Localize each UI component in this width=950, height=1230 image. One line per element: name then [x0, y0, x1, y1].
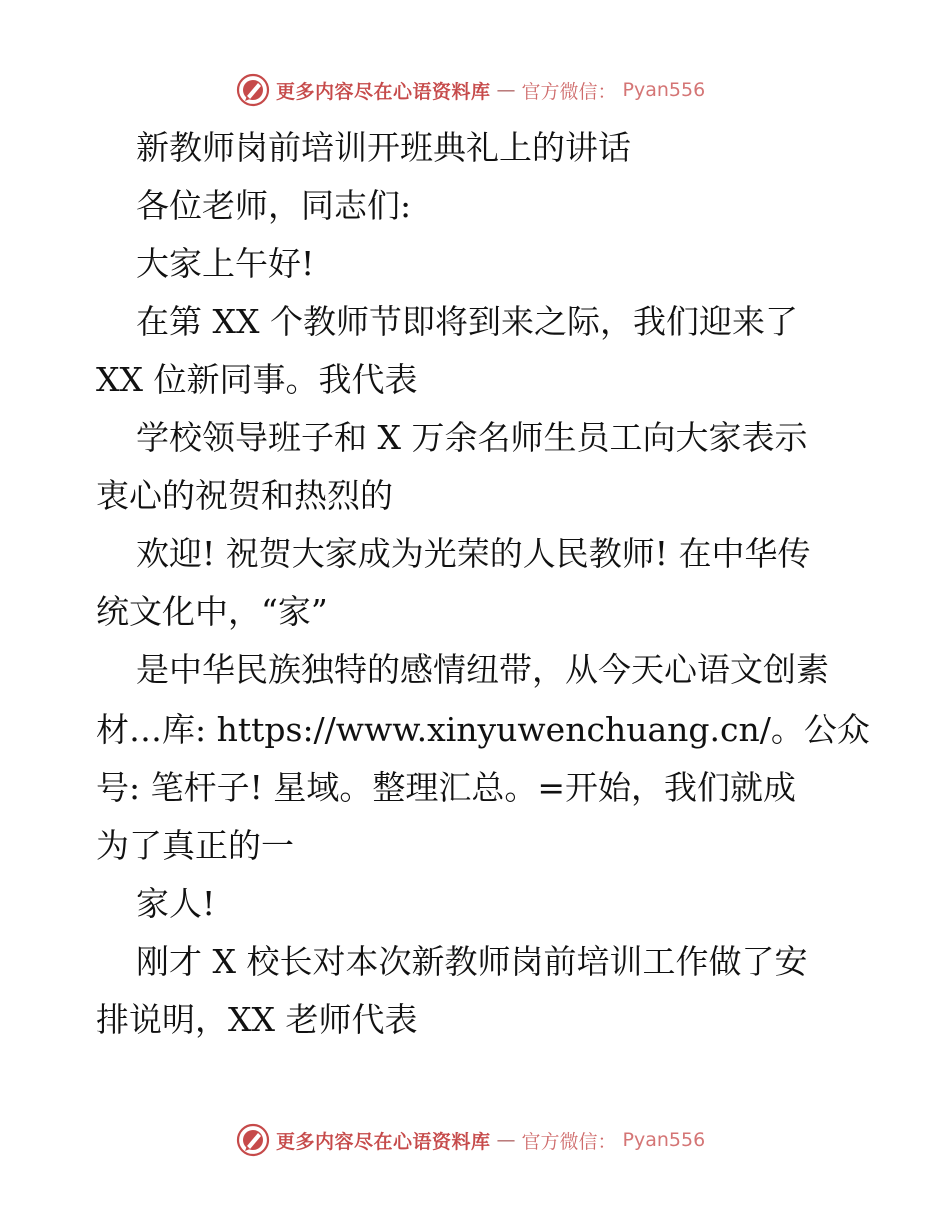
paragraph-line: 学校领导班子和 X 万余名师生员工向大家表示 [136, 418, 808, 457]
paragraph-line: 号: 笔杆子! 星域。整理汇总。=开始，我们就成 [96, 768, 797, 807]
greeting: 大家上午好! [136, 244, 315, 283]
paragraph-line: 为了真正的一 [96, 826, 294, 865]
watermark-main-text: 更多内容尽在心语资料库 [276, 80, 491, 103]
document-title: 新教师岗前培训开班典礼上的讲话 [136, 128, 631, 167]
watermark-wechat-id: Pyan556 [622, 79, 706, 101]
paragraph-line: 衷心的祝贺和热烈的 [96, 476, 393, 515]
salutation: 各位老师，同志们: [136, 186, 412, 225]
watermark-wechat-label: 官方微信： [521, 80, 617, 103]
footer-watermark [236, 1122, 705, 1158]
watermark-dash: — [496, 1129, 516, 1151]
watermark-wechat-label: 官方微信： [521, 1130, 617, 1153]
paragraph-line: 刚才 X 校长对本次新教师岗前培训工作做了安 [136, 942, 808, 981]
paragraph-line: XX 位新同事。我代表 [96, 360, 418, 399]
watermark-wechat-id: Pyan556 [622, 1129, 706, 1151]
paragraph-line: 排说明，XX 老师代表 [96, 1000, 418, 1039]
watermark-dash: — [496, 79, 516, 101]
paragraph-line: 是中华民族独特的感情纽带，从今天心语文创素 [136, 650, 829, 689]
paragraph-line: 在第 XX 个教师节即将到来之际，我们迎来了 [136, 302, 798, 341]
paragraph-line: 欢迎! 祝贺大家成为光荣的人民教师! 在中华传 [136, 534, 811, 573]
pen-logo-icon [236, 1123, 270, 1157]
paragraph-line: 材…库: https://www.xinyuwenchuang.cn/。公众 [96, 710, 870, 749]
header-watermark [236, 72, 705, 108]
pen-logo-icon [236, 73, 270, 107]
paragraph-line: 家人! [136, 884, 216, 923]
paragraph-line: 统文化中，“家” [96, 592, 328, 631]
watermark-main-text: 更多内容尽在心语资料库 [276, 1130, 491, 1153]
